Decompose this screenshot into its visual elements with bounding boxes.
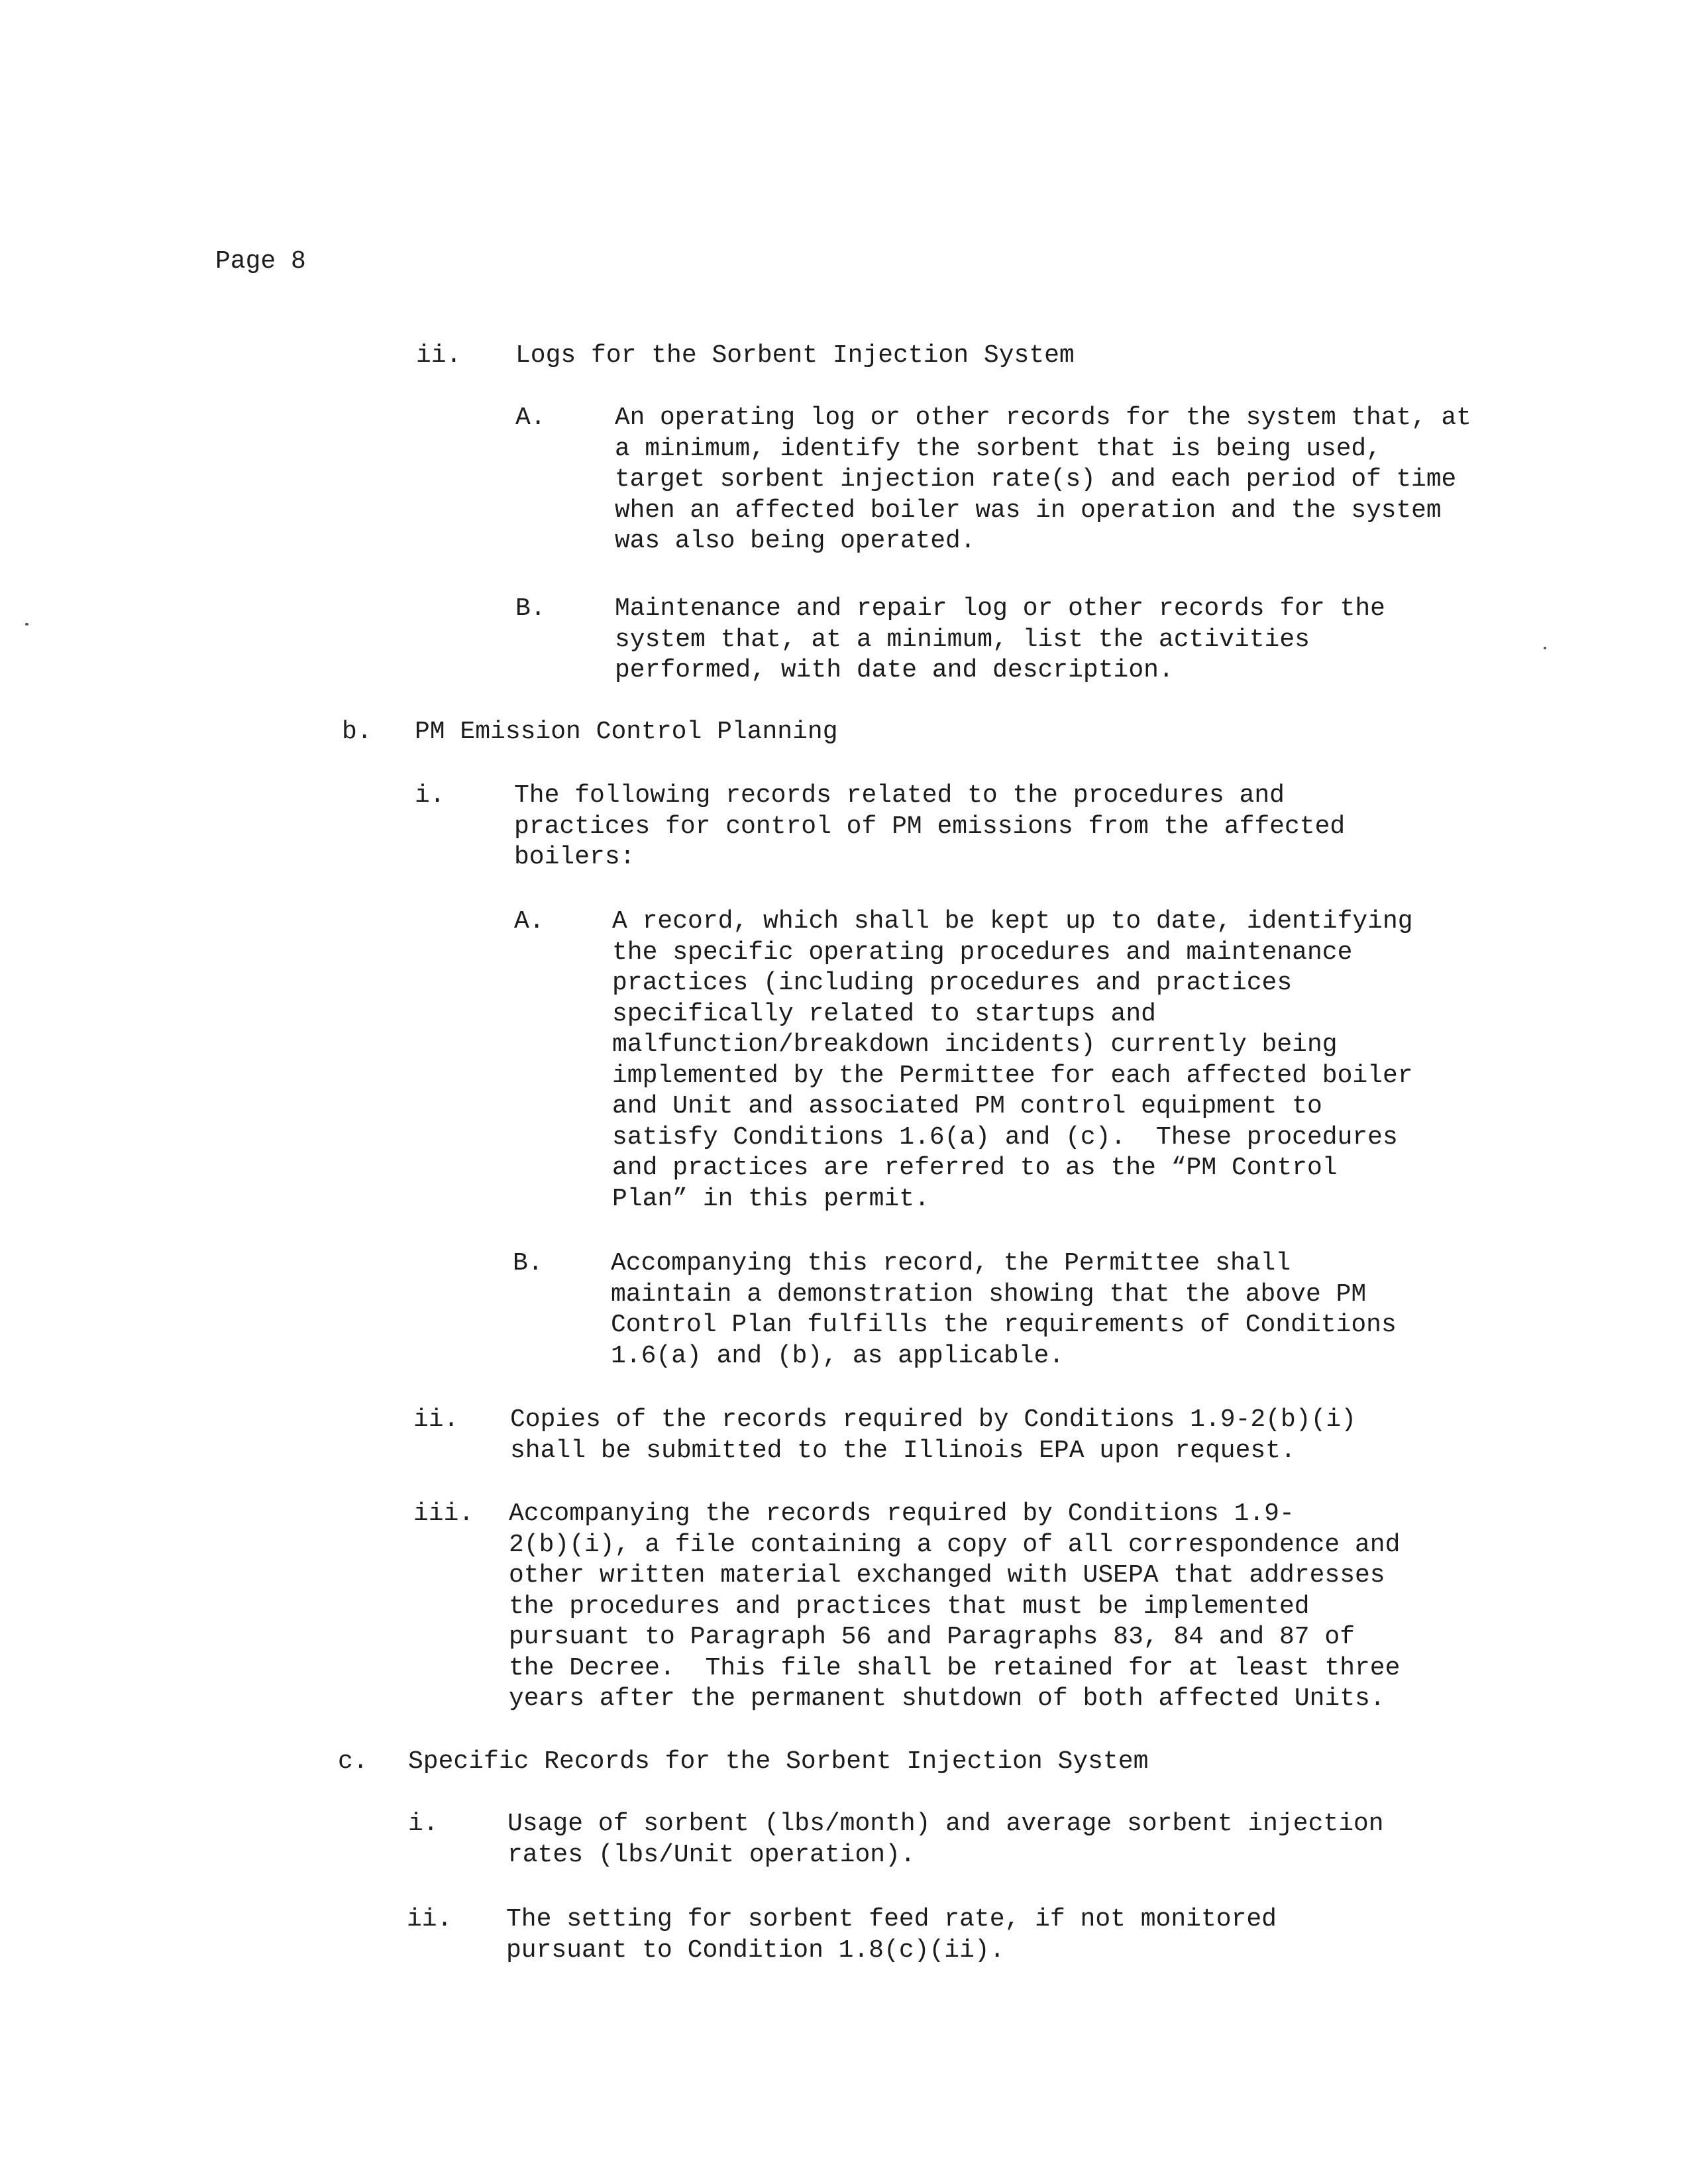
- paragraph-pm-control-plan-record: A record, which shall be kept up to date, identifying the specific operating procedures and maintenance practices (including procedures and practices specifically related to startups and malfunction/breakdown incidents) currently being implemented by the Permittee for each affected boiler and Unit and associated PM control equipment to satisfy Conditions 1.6(a) and (c). These procedures and practices are referred to as the “PM Control Plan” in this permit.: [612, 907, 1413, 1213]
- paragraph-copies-of-records: Copies of the records required by Conditions 1.9-2(b)(i) shall be submitted to the Illinois EPA upon request.: [510, 1405, 1357, 1465]
- item-label-B: B.: [513, 1249, 543, 1278]
- item-label-A: A.: [515, 404, 546, 432]
- section-label-b: b.: [342, 718, 372, 746]
- section-label-c: c.: [338, 1747, 368, 1776]
- paragraph-following-records: The following records related to the procedures and practices for control of PM emissions from the affected boilers:: [514, 781, 1346, 871]
- item-label-A: A.: [514, 907, 545, 936]
- scan-speck: [25, 623, 28, 626]
- paragraph-maintenance-log: Maintenance and repair log or other records for the system that, at a minimum, list the activities performed, with date and description.: [615, 594, 1385, 684]
- item-label-i: i.: [415, 781, 445, 810]
- item-label-ii: ii.: [413, 1405, 459, 1434]
- scan-speck: [1544, 647, 1546, 649]
- heading-pm-emission-control: PM Emission Control Planning: [415, 718, 838, 746]
- paragraph-sorbent-usage: Usage of sorbent (lbs/month) and average sorbent injection rates (lbs/Unit operation).: [507, 1810, 1384, 1869]
- item-label-ii: ii.: [416, 341, 462, 370]
- item-label-B: B.: [515, 594, 546, 623]
- heading-logs-sorbent-injection: Logs for the Sorbent Injection System: [515, 341, 1075, 370]
- paragraph-correspondence-file: Accompanying the records required by Conditions 1.9- 2(b)(i), a file containing a copy of all correspondence and other written material exchanged with USEPA that addresses the procedures and practices that must be implemented pursuant to Paragraph 56 and Paragraphs 83, 84 and 87 of the Decree. This file shall be retained for at least three years after the permanent shutdown of both affected Units.: [509, 1500, 1401, 1713]
- paragraph-feed-rate-setting: The setting for sorbent feed rate, if not monitored pursuant to Condition 1.8(c)(ii).: [506, 1905, 1277, 1965]
- item-label-i: i.: [408, 1810, 439, 1838]
- paragraph-operating-log: An operating log or other records for the system that, at a minimum, identify the sorbent that is being used, target sorbent injection rate(s) and each period of time when an affected boiler was in operation and the system was also being operated.: [615, 404, 1471, 555]
- item-label-ii: ii.: [407, 1905, 452, 1934]
- paragraph-demonstration: Accompanying this record, the Permittee shall maintain a demonstration showing that the above PM Control Plan fulfills the requirements of Conditions 1.6(a) and (b), as applicable.: [611, 1249, 1397, 1370]
- item-label-iii: iii.: [413, 1500, 474, 1528]
- page-label: Page 8: [215, 247, 306, 276]
- heading-specific-records: Specific Records for the Sorbent Injection System: [408, 1747, 1149, 1776]
